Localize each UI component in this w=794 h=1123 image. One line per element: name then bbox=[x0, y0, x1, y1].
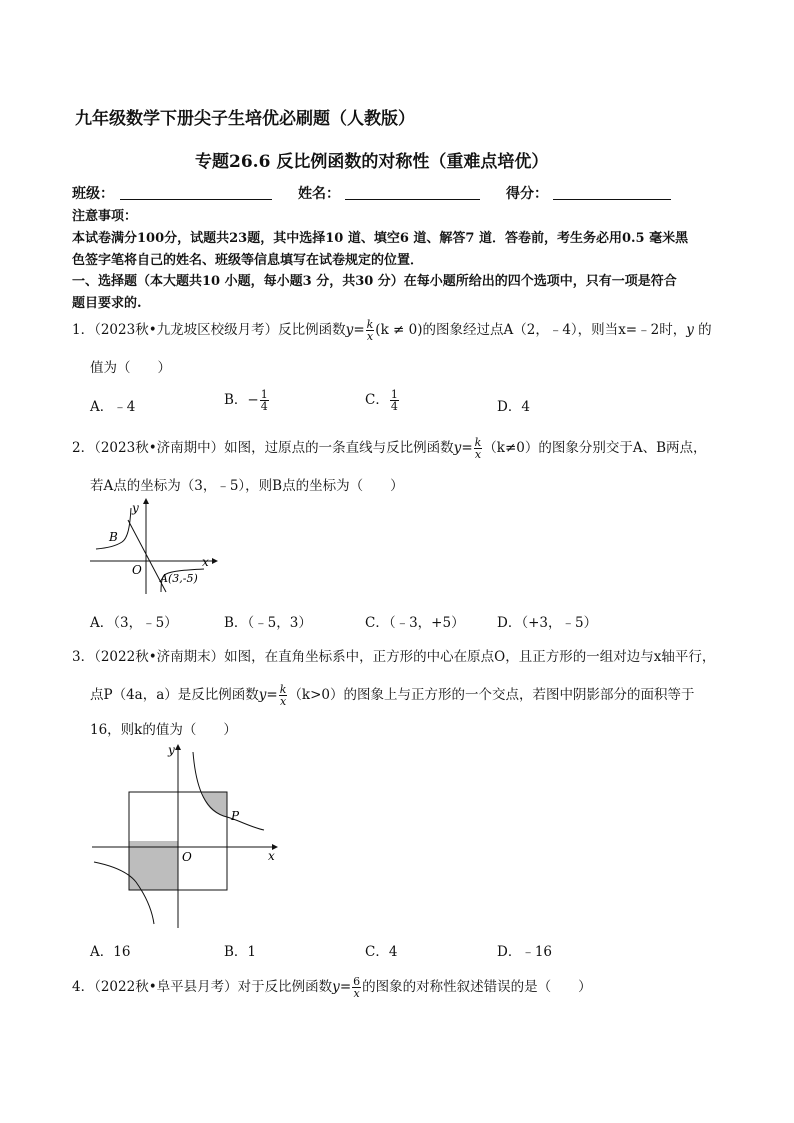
question-2-option-d[interactable]: D．（+3，﹣5） bbox=[497, 615, 598, 631]
section-heading-line-2: 题目要求的. bbox=[72, 296, 142, 311]
question-1-option-c-fraction: $\frac{1}{4}$ bbox=[390, 388, 398, 413]
q3-curve-upper-right bbox=[193, 752, 264, 830]
question-3-number: 3． bbox=[72, 649, 95, 665]
question-4-line-1: 4．（2022秋•阜平县月考）对于反比例函数y= $\frac{6}{x}$ 的图象的对称性叙述错误的是（ ） bbox=[72, 975, 592, 1000]
question-2-number: 2． bbox=[72, 440, 95, 456]
question-1-point: A（2，﹣4），则当 bbox=[503, 322, 619, 338]
q3-label-y: y bbox=[168, 743, 175, 757]
section-heading-line-1: 一、选择题（本大题共10 小题，每小题3 分，共30 分）在每小题所给出的四个选项中，只有一项是符合 bbox=[72, 274, 677, 289]
question-1-option-d[interactable]: D．4 bbox=[497, 399, 530, 415]
question-2-figure bbox=[88, 496, 218, 596]
question-3-line-3: 16，则k的值为（ ） bbox=[90, 722, 237, 738]
class-label: 班级： bbox=[72, 186, 114, 202]
question-2-option-c[interactable]: C．（﹣3，+5） bbox=[365, 615, 465, 631]
question-1-line-1: 1．（2023秋•九龙坡区校级月考）反比例函数y= $\frac{k}{x}$ (k ≠ 0)的图象经过点A（2，﹣4），则当x=﹣2时，y 的 bbox=[72, 318, 712, 343]
score-label: 得分： bbox=[506, 186, 548, 202]
name-label: 姓名： bbox=[298, 186, 340, 202]
question-1-number: 1． bbox=[72, 322, 95, 338]
question-3-figure bbox=[88, 740, 288, 930]
q3-y-arrow bbox=[175, 744, 181, 750]
question-2-condition: （k≠0）的图象分别交于A、B两点， bbox=[483, 440, 707, 456]
q3-label-origin: O bbox=[182, 850, 192, 864]
question-2-source: （2023秋•济南期中）如图，过原点的一条直线与反比例函数 bbox=[94, 440, 454, 456]
q2-label-x: x bbox=[202, 555, 209, 569]
q2-label-y: y bbox=[132, 501, 139, 515]
question-2-line-2: 若A点的坐标为（3，﹣5），则B点的坐标为（ ） bbox=[90, 478, 404, 494]
score-blank bbox=[553, 199, 671, 200]
series-title: 九年级数学下册尖子生培优必刷题（人教版） bbox=[75, 109, 415, 129]
question-3-option-d[interactable]: D．﹣16 bbox=[497, 944, 553, 960]
question-1-condition: (k ≠ 0) bbox=[375, 322, 423, 338]
question-1-source: （2023秋•九龙坡区校级月考）反比例函数 bbox=[94, 322, 346, 338]
notice-title: 注意事项： bbox=[72, 209, 138, 224]
question-1-option-c[interactable]: C． $\frac{1}{4}$ bbox=[365, 388, 398, 413]
question-2-fraction: $\frac{k}{x}$ bbox=[474, 436, 482, 461]
question-3-source: （2022秋•济南期末）如图，在直角坐标系中，正方形的中心在原点O，且正方形的一组对边与x轴平行， bbox=[94, 649, 716, 665]
question-4-source: （2022秋•阜平县月考）对于反比例函数 bbox=[94, 979, 333, 995]
question-2-option-b[interactable]: B．（﹣5，3） bbox=[224, 615, 312, 631]
question-2-line-1: 2．（2023秋•济南期中）如图，过原点的一条直线与反比例函数y= $\frac{k}{x}$ （k≠0）的图象分别交于A、B两点， bbox=[72, 436, 707, 461]
question-3-option-a[interactable]: A．16 bbox=[90, 944, 131, 960]
q3-shaded-upper-right bbox=[202, 792, 227, 817]
question-3-line-1 bbox=[72, 645, 715, 665]
q3-label-p: P bbox=[231, 809, 240, 823]
question-1-option-a[interactable]: A．﹣4 bbox=[90, 399, 136, 415]
q3-unshaded-upper-left bbox=[129, 792, 178, 841]
q3-label-x: x bbox=[268, 849, 275, 863]
notice-line-1: 本试卷满分100分，试题共23题，其中选择10 道、填空6 道、解答7 道．答卷前，考生务必用0.5 毫米黑 bbox=[72, 231, 689, 246]
topic-title: 专题26.6 反比例函数的对称性（重难点培优） bbox=[195, 152, 549, 172]
question-3-option-c[interactable]: C．4 bbox=[365, 944, 398, 960]
question-3-option-b[interactable]: B．1 bbox=[224, 944, 257, 960]
q2-y-arrow bbox=[143, 498, 149, 504]
question-1-option-b[interactable]: B．− $\frac{1}{4}$ bbox=[224, 388, 268, 413]
question-1-fraction: $\frac{k}{x}$ bbox=[366, 318, 374, 343]
question-3-line-2: 点P（4a，a）是反比例函数y= $\frac{k}{x}$ （k>0）的图象上与正方形的一个交点，若图中阴影部分的面积等于 bbox=[90, 683, 695, 708]
q2-label-origin: O bbox=[132, 563, 142, 577]
question-3-fraction: $\frac{k}{x}$ bbox=[279, 683, 287, 708]
question-4-number: 4． bbox=[72, 979, 95, 995]
question-1-option-b-fraction: $\frac{1}{4}$ bbox=[260, 388, 268, 413]
question-1-line-2: 值为（ ） bbox=[90, 360, 171, 376]
question-2-option-a[interactable]: A．（3，﹣5） bbox=[90, 615, 178, 631]
class-blank bbox=[120, 199, 272, 200]
q2-label-b: B bbox=[109, 530, 118, 544]
question-4-fraction: $\frac{6}{x}$ bbox=[353, 975, 361, 1000]
q2-x-arrow bbox=[212, 558, 218, 564]
notice-line-2: 色签字笔将自己的姓名、班级等信息填写在试卷规定的位置． bbox=[72, 253, 424, 268]
name-blank bbox=[345, 199, 480, 200]
q2-label-a: A(3,-5) bbox=[160, 572, 198, 585]
